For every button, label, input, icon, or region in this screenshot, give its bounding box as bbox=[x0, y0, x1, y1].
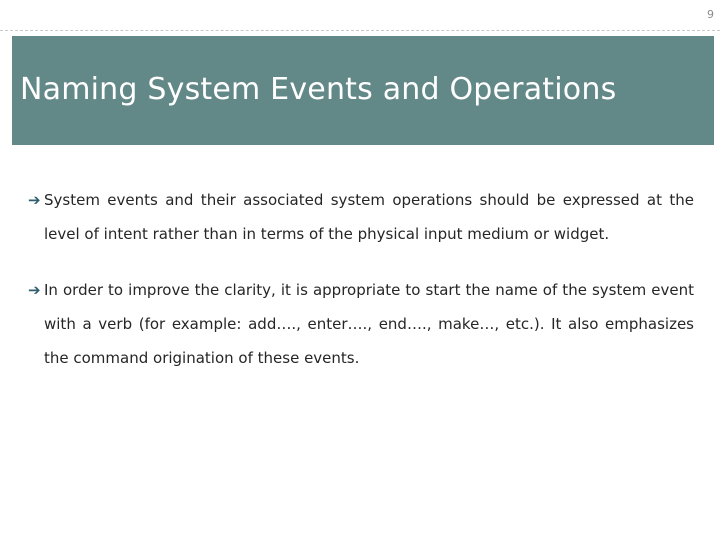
arrow-right-icon: ➔ bbox=[28, 281, 41, 299]
top-divider bbox=[0, 30, 720, 31]
arrow-right-icon: ➔ bbox=[28, 191, 41, 209]
title-bar bbox=[12, 36, 714, 145]
bullet-item bbox=[28, 273, 694, 375]
bullet-list bbox=[28, 183, 694, 397]
bullet-item bbox=[28, 183, 694, 251]
slide-title: Naming System Events and Operations bbox=[20, 72, 617, 107]
bullet-text: System events and their associated system operations should be expressed at the level of intent rather than in terms of the physical input medium or widget. bbox=[44, 191, 694, 243]
slide-number: 9 bbox=[707, 8, 714, 21]
bullet-text: In order to improve the clarity, it is appropriate to start the name of the system event with a verb (for example: add…., enter…., end…., make…, etc.). It also emphasizes the command origination of these events. bbox=[44, 281, 694, 367]
